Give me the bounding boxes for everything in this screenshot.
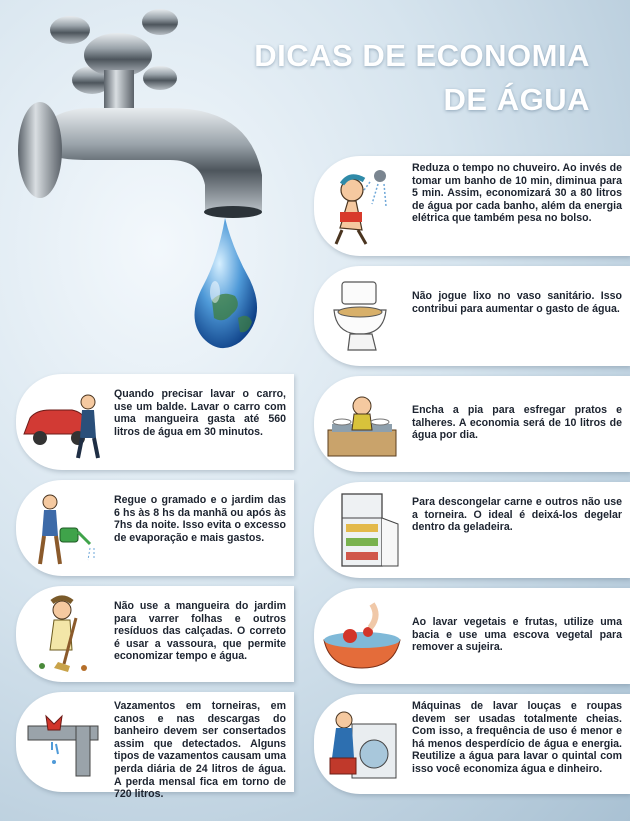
car-wash-icon	[22, 380, 106, 464]
faucet-handle	[50, 9, 178, 110]
shower-icon	[320, 162, 404, 250]
tip-text-calcada: Não use a mangueira do jardim para varrer folhas e outros resíduos das calçadas. O correto é usar a vassoura, que permite economizar tempo e água.	[114, 600, 286, 663]
tip-card-carro	[16, 374, 294, 470]
tip-text-jardim: Regue o gramado e o jardim das 6 hs às 8 hs da manhã ou após às 7hs da noite. Isso evita o excesso de evaporação e mais gastos.	[114, 494, 286, 544]
leaking-pipe-icon	[22, 698, 106, 786]
tip-card-geladeira	[314, 482, 630, 578]
tip-card-maquinas	[314, 694, 630, 794]
tip-card-vaso	[314, 266, 630, 366]
tip-text-carro: Quando precisar lavar o carro, use um balde. Lavar o carro com uma mangueira gasta até 560 litros de água em 30 minutos.	[114, 388, 286, 438]
washing-machine-icon	[320, 700, 404, 788]
title-line-1: DICAS DE ECONOMIA	[254, 38, 590, 73]
broom-sweeping-icon	[22, 592, 106, 676]
toilet-icon	[320, 272, 404, 360]
watering-can-icon	[22, 486, 106, 570]
tip-text-maquinas: Máquinas de lavar louças e roupas devem ser usadas totalmente cheias. Com isso, a frequência de uso é menor e há menos desperdício de água e energia. Reutilize a água para lavar o quintal com isso você economiza água e dinheiro.	[412, 700, 622, 775]
tip-card-calcada	[16, 586, 294, 682]
tip-card-chuveiro	[314, 156, 630, 256]
tip-text-vazamentos: Vazamentos em torneiras, em canos e nas descargas do banheiro devem ser consertados assim que detectados. Alguns tipos de vazamentos causam uma perda diária de 24 litros de água. A perda mensal fica em torno de 720 litros.	[114, 700, 286, 801]
tip-text-geladeira: Para descongelar carne e outros não use a torneira. O ideal é deixá-los degelar dentro da geladeira.	[412, 496, 622, 534]
tip-text-vaso: Não jogue lixo no vaso sanitário. Isso contribui para aumentar o gasto de água.	[412, 290, 622, 315]
basin-vegetables-icon	[320, 594, 404, 678]
refrigerator-icon	[320, 488, 404, 572]
title-line-2: DE ÁGUA	[443, 82, 590, 117]
tip-card-jardim	[16, 480, 294, 576]
faucet-base	[18, 102, 62, 198]
tip-text-vegetais: Ao lavar vegetais e frutas, utilize uma bacia e use uma escova vegetal para remover a sujeira.	[412, 616, 622, 654]
tip-card-vazamentos	[16, 692, 294, 801]
faucet-illustration	[0, 0, 300, 370]
tip-card-vegetais	[314, 588, 630, 684]
page-title	[254, 34, 590, 122]
sink-dishes-icon	[320, 382, 404, 466]
tip-text-pia: Encha a pia para esfregar pratos e talheres. A economia será de 10 litros de água por dia.	[412, 404, 622, 442]
tip-text-chuveiro: Reduza o tempo no chuveiro. Ao invés de tomar um banho de 10 min, diminua para 5 min. Assim, economizará 30 a 80 litros de água por cada banho, além da energia elétrica que também pesa no bolso.	[412, 162, 622, 225]
faucet-spout	[40, 108, 262, 212]
tip-card-pia	[314, 376, 630, 472]
